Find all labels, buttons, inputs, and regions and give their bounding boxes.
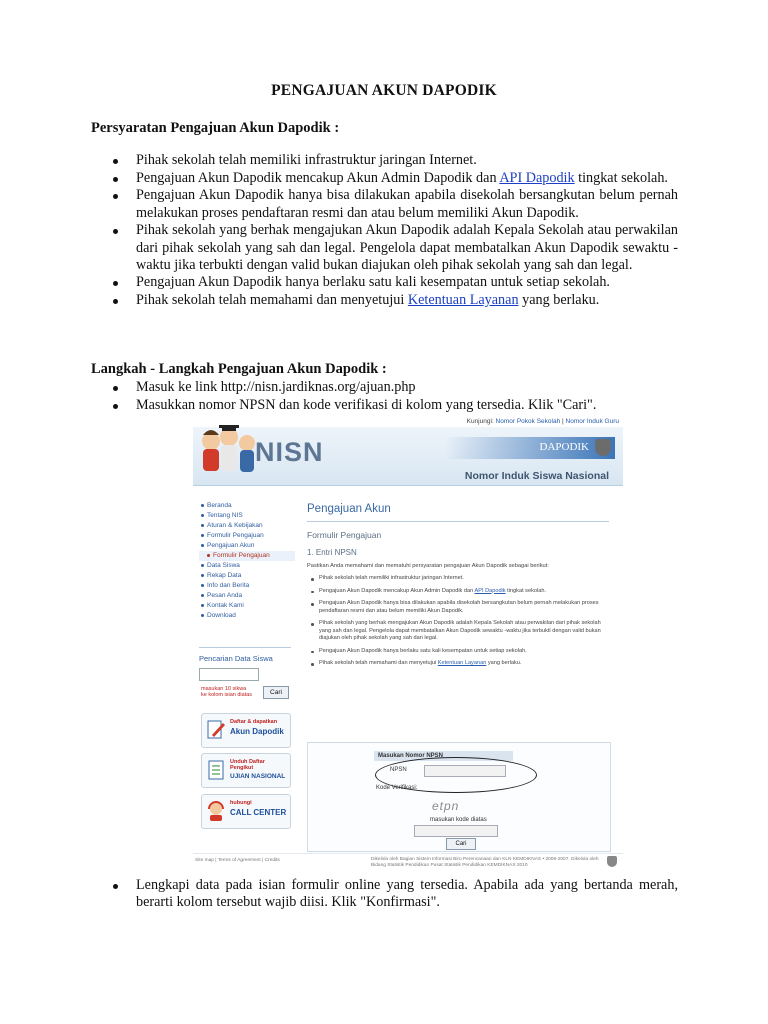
main-content [307,497,609,673]
api-dapodik-link[interactable]: API Dapodik [474,587,506,594]
list-item: Pengajuan Akun Dapodik hanya bisa dilakukan apabila disekolah bersangkutan belum pernah melakukan proses pendaftaran resmi dan atau belum memiliki Akun Dapodik. [113,187,678,221]
sidebar-item-info-berita[interactable]: Info dan Berita [199,581,295,591]
list-item: Masuk ke link http://nisn.jardiknas.org/ajuan.php [113,379,678,396]
list-item: Pihak sekolah telah memahami dan menyetujui Ketentuan Layanan yang berlaku. [113,292,678,309]
nomor-pokok-sekolah-link[interactable]: Nomor Pokok Sekolah [495,418,561,425]
list-item: Lengkapi data pada isian formulir online yang tersedia. Apabila ada yang bertanda merah, berarti kolom tersebut wajib diisi. Klik "Konfirmasi". [113,877,678,911]
emblem-icon [607,856,617,867]
bullet-icon [113,194,118,199]
bullet-icon [113,177,118,182]
list-item: Pengajuan Akun Dapodik mencakup Akun Admin Dapodik dan API Dapodik tingkat sekolah. [113,170,678,187]
search-button[interactable]: Cari [263,686,289,699]
list-item: Pengajuan Akun Dapodik hanya bisa dilakukan apabila disekolah bersangkutan belum pernah melakukan proses pendaftaran resmi dan atau belum memiliki Akun Dapodik. [307,600,609,615]
sidebar-item-data-siswa[interactable]: Data Siswa [199,561,295,571]
sidebar-item-pengajuan-akun[interactable]: Pengajuan Akun [199,541,295,551]
sidebar-item-aturan[interactable]: Aturan & Kebijakan [199,521,295,531]
search-title: Pencarian Data Siswa [199,654,273,663]
student-search-box [199,647,291,710]
captcha-image: etpn [432,799,460,813]
pencil-form-icon [206,719,226,741]
sidebar-item-tentang[interactable]: Tentang NIS [199,511,295,521]
bullet-icon [113,404,118,409]
nomor-induk-guru-link[interactable]: Nomor Induk Guru [565,418,619,425]
requirements-heading: Persyaratan Pengajuan Akun Dapodik : [91,120,340,136]
list-item: Pihak sekolah yang berhak mengajukan Akun Dapodik adalah Kepala Sekolah atau perwakilan dari pihak sekolah yang sah dan legal. Pengelola dapat membatalkan Akun Dapodik sewaktu -waktu jika terbukti dengan valid bukan diajukan oleh pihak sekolah yang sah dan legal. [113,222,678,274]
content-title: Pengajuan Akun [307,503,391,515]
step-title: 1. Entri NPSN [307,548,357,557]
kode-verifikasi-label: Kode Verifikasi: [376,785,418,791]
cari-button[interactable]: Cari [446,838,476,850]
sidebar-item-download[interactable]: Download [199,611,295,621]
steps-list-continued [113,877,678,912]
form-heading: Masukan Nomor NPSN [374,751,513,761]
divider [307,521,609,522]
captcha-input[interactable] [414,825,498,837]
dapodik-banner: DAPODIK [445,437,615,459]
list-item: Masukkan nomor NPSN dan kode verifikasi di kolom yang tersedia. Klik "Cari". [113,397,678,414]
api-dapodik-link[interactable]: API Dapodik [499,169,575,186]
list-item: Pengajuan Akun Dapodik hanya berlaku satu kali kesempatan untuk setiap sekolah. [113,274,678,291]
list-item: Pihak sekolah yang berhak mengajukan Akun Dapodik adalah Kepala Sekolah atau perwakilan dari pihak sekolah yang sah dan legal. Pengelola dapat membatalkan Akun Dapodik sewaktu -waktu jika terbukti dengan valid bukan diajukan oleh pihak sekolah yang sah dan legal. [307,620,609,643]
form-title: Formulir Pengajuan [307,530,382,540]
footer-links[interactable]: Site map | Terms of Agreement | Credits [195,858,280,863]
call-center-icon [206,800,226,822]
nisn-logo-text: NISN [255,437,324,467]
sidebar-item-pesan[interactable]: Pesan Anda [199,591,295,601]
bullet-icon [113,281,118,286]
sidebar-menu [199,501,295,621]
list-item: Pihak sekolah telah memiliki infrastruktur jaringan Internet. [113,152,678,169]
sidebar-subitem-formulir-pengajuan[interactable]: Formulir Pengajuan [199,551,295,561]
requirements-list [113,152,678,310]
footer-credits: Dikelola oleh Bagian Sistem Informasi Biro Perencanaan dan KLN KEMDIKNAS • 2006-2007. Dikelola oleh Bidang Statistik Pendidikan Pusat Statistik Pendidikan KEMDIKNAS 2010 [371,857,599,868]
bullet-icon [113,229,118,234]
ketentuan-layanan-link[interactable]: Ketentuan Layanan [437,660,487,666]
top-links: Kunjungi: Nomor Pokok Sekolah | Nomor Induk Guru [466,418,619,425]
rules-list [307,575,609,668]
page-title: PENGAJUAN AKUN DAPODIK [271,82,497,99]
promo-akun-dapodik[interactable]: Daftar & dapatkan Akun Dapodik [201,713,291,748]
captcha-hint: masukan kode diatas [430,817,487,823]
list-item: Pengajuan Akun Dapodik hanya berlaku satu kali kesempatan untuk setiap sekolah. [307,648,609,656]
promo-ujian-nasional[interactable]: Unduh Daftar Pengikut UJIAN NASIONAL [201,753,291,788]
emblem-icon [595,439,611,456]
steps-list [113,379,678,414]
list-item: Pengajuan Akun Dapodik mencakup Akun Admin Dapodik dan API Dapodik tingkat sekolah. [307,588,609,596]
npsn-label: NPSN [390,767,407,773]
sidebar-item-rekap-data[interactable]: Rekap Data [199,571,295,581]
ketentuan-layanan-link[interactable]: Ketentuan Layanan [407,292,519,309]
nisn-website-screenshot [193,415,623,870]
intro-text: Pastikan Anda memahami dan mematuhi persyaratan pengajuan Akun Dapodik sebagai berikut: [307,563,549,569]
site-footer [193,853,623,870]
promo-call-center[interactable]: hubungi CALL CENTER [201,794,291,829]
site-subtitle: Nomor Induk Siswa Nasional [464,470,609,482]
bullet-icon [113,386,118,391]
highlight-ellipse [375,757,537,793]
list-item: Pihak sekolah telah memahami dan menyetujui Ketentuan Layanan yang berlaku. [307,660,609,668]
sidebar-item-beranda[interactable]: Beranda [199,501,295,511]
bullet-icon [113,884,118,889]
sidebar-item-formulir[interactable]: Formulir Pengajuan [199,531,295,541]
search-hint: masukan 10 sikwa ke kolom isian diatas [201,686,253,698]
npsn-form [307,742,611,852]
bullet-icon [113,159,118,164]
checklist-icon [206,759,226,781]
search-input[interactable] [199,668,259,681]
site-header [193,427,623,486]
steps-heading: Langkah - Langkah Pengajuan Akun Dapodik : [91,361,387,377]
bullet-icon [113,299,118,304]
list-item: Pihak sekolah telah memiliki infrastruktur jaringan Internet. [307,575,609,583]
sidebar-item-kontak[interactable]: Kontak Kami [199,601,295,611]
